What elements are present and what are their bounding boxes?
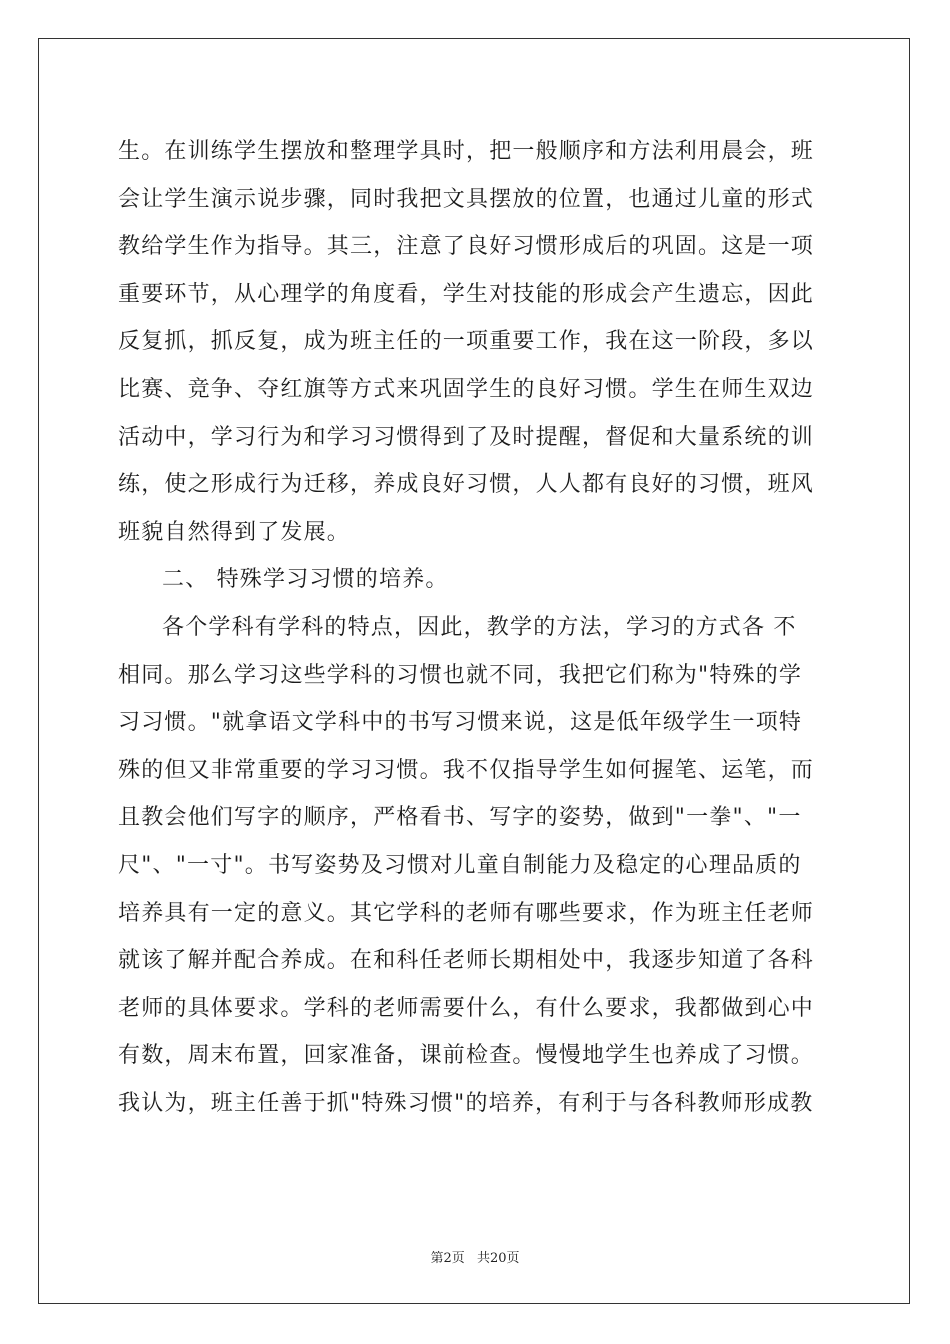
total-pages: 共20页 bbox=[476, 1251, 520, 1266]
text-line: 殊的但又非常重要的学习习惯。我不仅指导学生如何握笔、运笔，而 bbox=[118, 757, 815, 783]
text-line: 相同。那么学习这些学科的习惯也就不同，我把它们称为"特殊的学 bbox=[118, 662, 803, 688]
document-body bbox=[118, 128, 838, 1127]
text-line: 习习惯。"就拿语文学科中的书写习惯来说，这是低年级学生一项特 bbox=[118, 710, 803, 736]
page-number: 第2页 bbox=[430, 1251, 465, 1266]
text-line: 会让学生演示说步骤，同时我把文具摆放的位置，也通过儿童的形式 bbox=[118, 186, 815, 212]
text-line: 有数，周末布置，回家准备，课前检查。慢慢地学生也养成了习惯。 bbox=[118, 1043, 815, 1069]
text-line: 班貌自然得到了发展。 bbox=[118, 519, 351, 545]
text-line: 生。在训练学生摆放和整理学具时，把一般顺序和方法利用晨会，班 bbox=[118, 139, 815, 164]
text-line: 就该了解并配合养成。在和科任老师长期相处中，我逐步知道了各科 bbox=[118, 948, 815, 974]
text-line: 练，使之形成行为迁移，养成良好习惯，人人都有良好的习惯，班风 bbox=[118, 472, 815, 498]
text-line: 教给学生作为指导。其三，注意了良好习惯形成后的巩固。这是一项 bbox=[118, 234, 815, 260]
text-line: 老师的具体要求。学科的老师需要什么，有什么要求，我都做到心中 bbox=[118, 995, 815, 1021]
text-line: 培养具有一定的意义。其它学科的老师有哪些要求，作为班主任老师 bbox=[118, 900, 815, 926]
text-line: 且教会他们写字的顺序，严格看书、写字的姿势，做到"一拳"、"一 bbox=[118, 805, 802, 831]
text-line: 活动中，学习行为和学习习惯得到了及时提醒，督促和大量系统的训 bbox=[118, 424, 815, 450]
text-line: 比赛、竞争、夺红旗等方式来巩固学生的良好习惯。学生在师生双边 bbox=[118, 376, 815, 402]
text-line: 各个学科有学科的特点，因此，教学的方法，学习的方式各 不 bbox=[162, 614, 797, 640]
text-line: 反复抓，抓反复，成为班主任的一项重要工作，我在这一阶段，多以 bbox=[118, 329, 815, 355]
text-line: 尺"、"一寸"。书写姿势及习惯对儿童自制能力及稳定的心理品质的 bbox=[118, 852, 802, 878]
text-line: 二、 特殊学习习惯的培养。 bbox=[162, 567, 449, 593]
page-footer bbox=[0, 1247, 950, 1266]
text-line: 我认为，班主任善于抓"特殊习惯"的培养，有利于与各科教师形成教 bbox=[118, 1090, 814, 1116]
text-line: 重要环节，从心理学的角度看，学生对技能的形成会产生遗忘，因此 bbox=[118, 281, 815, 307]
